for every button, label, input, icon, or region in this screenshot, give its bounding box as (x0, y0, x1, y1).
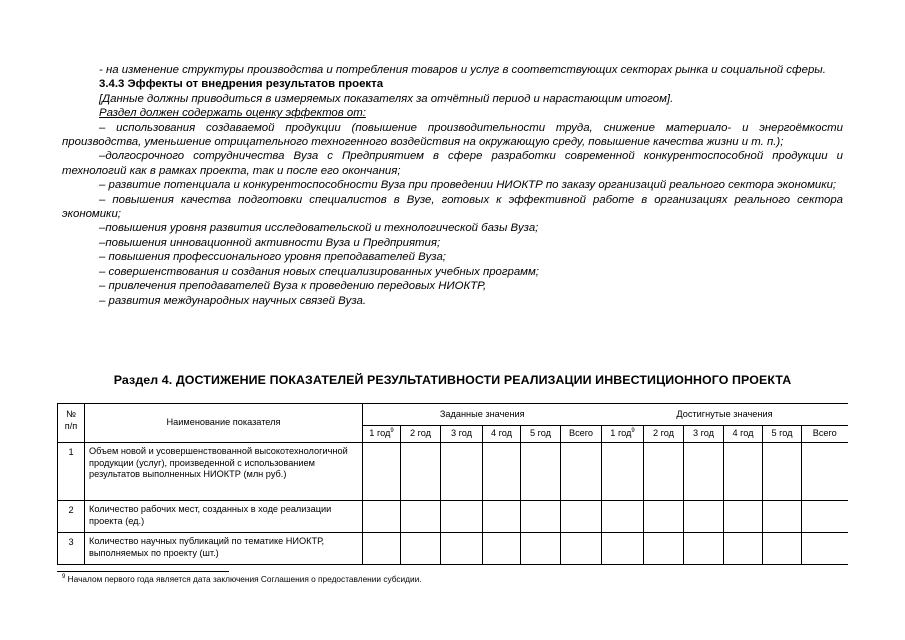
footnote (62, 574, 422, 584)
value-cell (763, 501, 802, 533)
value-cell (644, 443, 684, 501)
value-cell (763, 443, 802, 501)
header-total-achieved: Всего (802, 426, 848, 443)
row-indicator-name: Количество научных публикаций по тематике НИОКТР, выполняемых по проекту (шт.) (85, 533, 363, 565)
header-year-4-planned: 4 год (483, 426, 521, 443)
value-cell (521, 533, 561, 565)
value-cell (483, 533, 521, 565)
value-cell (483, 443, 521, 501)
effect-item: – привлечения преподавателей Вуза к проведению передовых НИОКТР, (99, 280, 487, 293)
value-cell (401, 443, 441, 501)
effect-item: – повышения качества подготовки специалистов в Вузе, готовых к эффективной работе в организациях реального сектора экономики; (62, 193, 843, 221)
header-planned: Заданные значения (363, 404, 602, 426)
value-cell (684, 501, 724, 533)
indicators-table (57, 403, 848, 565)
value-cell (644, 533, 684, 565)
table-row (58, 533, 848, 565)
value-cell (724, 501, 763, 533)
header-year-5-achieved: 5 год (763, 426, 802, 443)
value-cell (401, 533, 441, 565)
effect-item: – повышения профессионального уровня преподавателей Вуза; (99, 251, 446, 264)
effect-item: – совершенствования и создания новых специализированных учебных программ; (99, 265, 539, 278)
row-num: 2 (58, 501, 85, 533)
body-text (62, 63, 843, 308)
header-achieved: Достигнутые значения (602, 404, 848, 426)
row-num: 1 (58, 443, 85, 501)
header-total-planned: Всего (561, 426, 602, 443)
value-cell (441, 533, 483, 565)
value-cell (644, 501, 684, 533)
value-cell (802, 533, 848, 565)
value-cell (802, 443, 848, 501)
value-cell (561, 501, 602, 533)
value-cell (802, 501, 848, 533)
header-name: Наименование показателя (85, 404, 363, 443)
row-indicator-name: Количество рабочих мест, созданных в ходе реализации проекта (ед.) (85, 501, 363, 533)
value-cell (521, 501, 561, 533)
value-cell (401, 501, 441, 533)
header-year-4-achieved: 4 год (724, 426, 763, 443)
value-cell (684, 533, 724, 565)
value-cell (561, 443, 602, 501)
effect-item: –повышения уровня развития исследовательской и технологической базы Вуза; (99, 222, 539, 235)
value-cell (602, 501, 644, 533)
value-cell (763, 533, 802, 565)
header-year-3-planned: 3 год (441, 426, 483, 443)
row-num: 3 (58, 533, 85, 565)
header-year-2-achieved: 2 год (644, 426, 684, 443)
paragraph-structure-change: - на изменение структуры производства и потребления товаров и услуг в соответствующих секторах рынка и социальной сферы. (99, 64, 826, 76)
header-year-1-achieved: 1 год$^9$ (602, 426, 644, 443)
value-cell (363, 533, 401, 565)
footnote-divider (57, 571, 229, 572)
subsection-heading: 3.4.3 Эффекты от внедрения результатов проекта (99, 78, 384, 91)
header-num: № п/п (58, 404, 85, 443)
value-cell (521, 443, 561, 501)
value-cell (602, 533, 644, 565)
effect-item: – развитие потенциала и конкурентоспособности Вуза при проведении НИОКТР по заказу организаций реального сектора экономики; (99, 179, 837, 192)
section-title: Раздел 4. ДОСТИЖЕНИЕ ПОКАЗАТЕЛЕЙ РЕЗУЛЬТАТИВНОСТИ РЕАЛИЗАЦИИ ИНВЕСТИЦИОННОГО ПРОЕКТА (113, 373, 792, 387)
row-indicator-name: Объем новой и усовершенствованной высокотехнологичной продукции (услуг), произведенной с использованием результатов выполненных НИОКТР (млн руб.) (85, 443, 363, 501)
effect-item: –долгосрочного сотрудничества Вуза с Предприятием в сфере разработки современной конкурентоспособной продукции и технологий как в рамках проекта, так и после его окончания; (62, 150, 843, 177)
table-row (58, 443, 848, 501)
header-year-3-achieved: 3 год (684, 426, 724, 443)
value-cell (441, 443, 483, 501)
section-intro: Раздел должен содержать оценку эффектов от: (99, 107, 366, 120)
table-header-row (58, 404, 848, 426)
footnote-mark: 9 (62, 574, 66, 581)
value-cell (363, 443, 401, 501)
value-cell (363, 501, 401, 533)
effect-item: –повышения инновационной активности Вуза и Предприятия; (99, 236, 441, 249)
effect-item: – использования создаваемой продукции (повышение производительности труда, снижение материало- и энергоёмкости производства, уменьшение отрицательного техногенного воздействия на окружающую среду, повышение качества жизни и т. п.); (62, 121, 843, 149)
table-row (58, 501, 848, 533)
header-year-5-planned: 5 год (521, 426, 561, 443)
value-cell (684, 443, 724, 501)
value-cell (724, 533, 763, 565)
footnote-text: Началом первого года является дата заключения Соглашения о предоставлении субсидии. (67, 574, 422, 584)
header-year-1-planned: 1 год$^9$ (363, 426, 401, 443)
value-cell (441, 501, 483, 533)
value-cell (561, 533, 602, 565)
header-year-2-planned: 2 год (401, 426, 441, 443)
instruction-note: [Данные должны приводиться в измеряемых показателях за отчётный период и нарастающим итогом]. (99, 92, 674, 105)
effect-item: – развития международных научных связей Вуза. (99, 294, 366, 307)
value-cell (483, 501, 521, 533)
value-cell (724, 443, 763, 501)
value-cell (602, 443, 644, 501)
